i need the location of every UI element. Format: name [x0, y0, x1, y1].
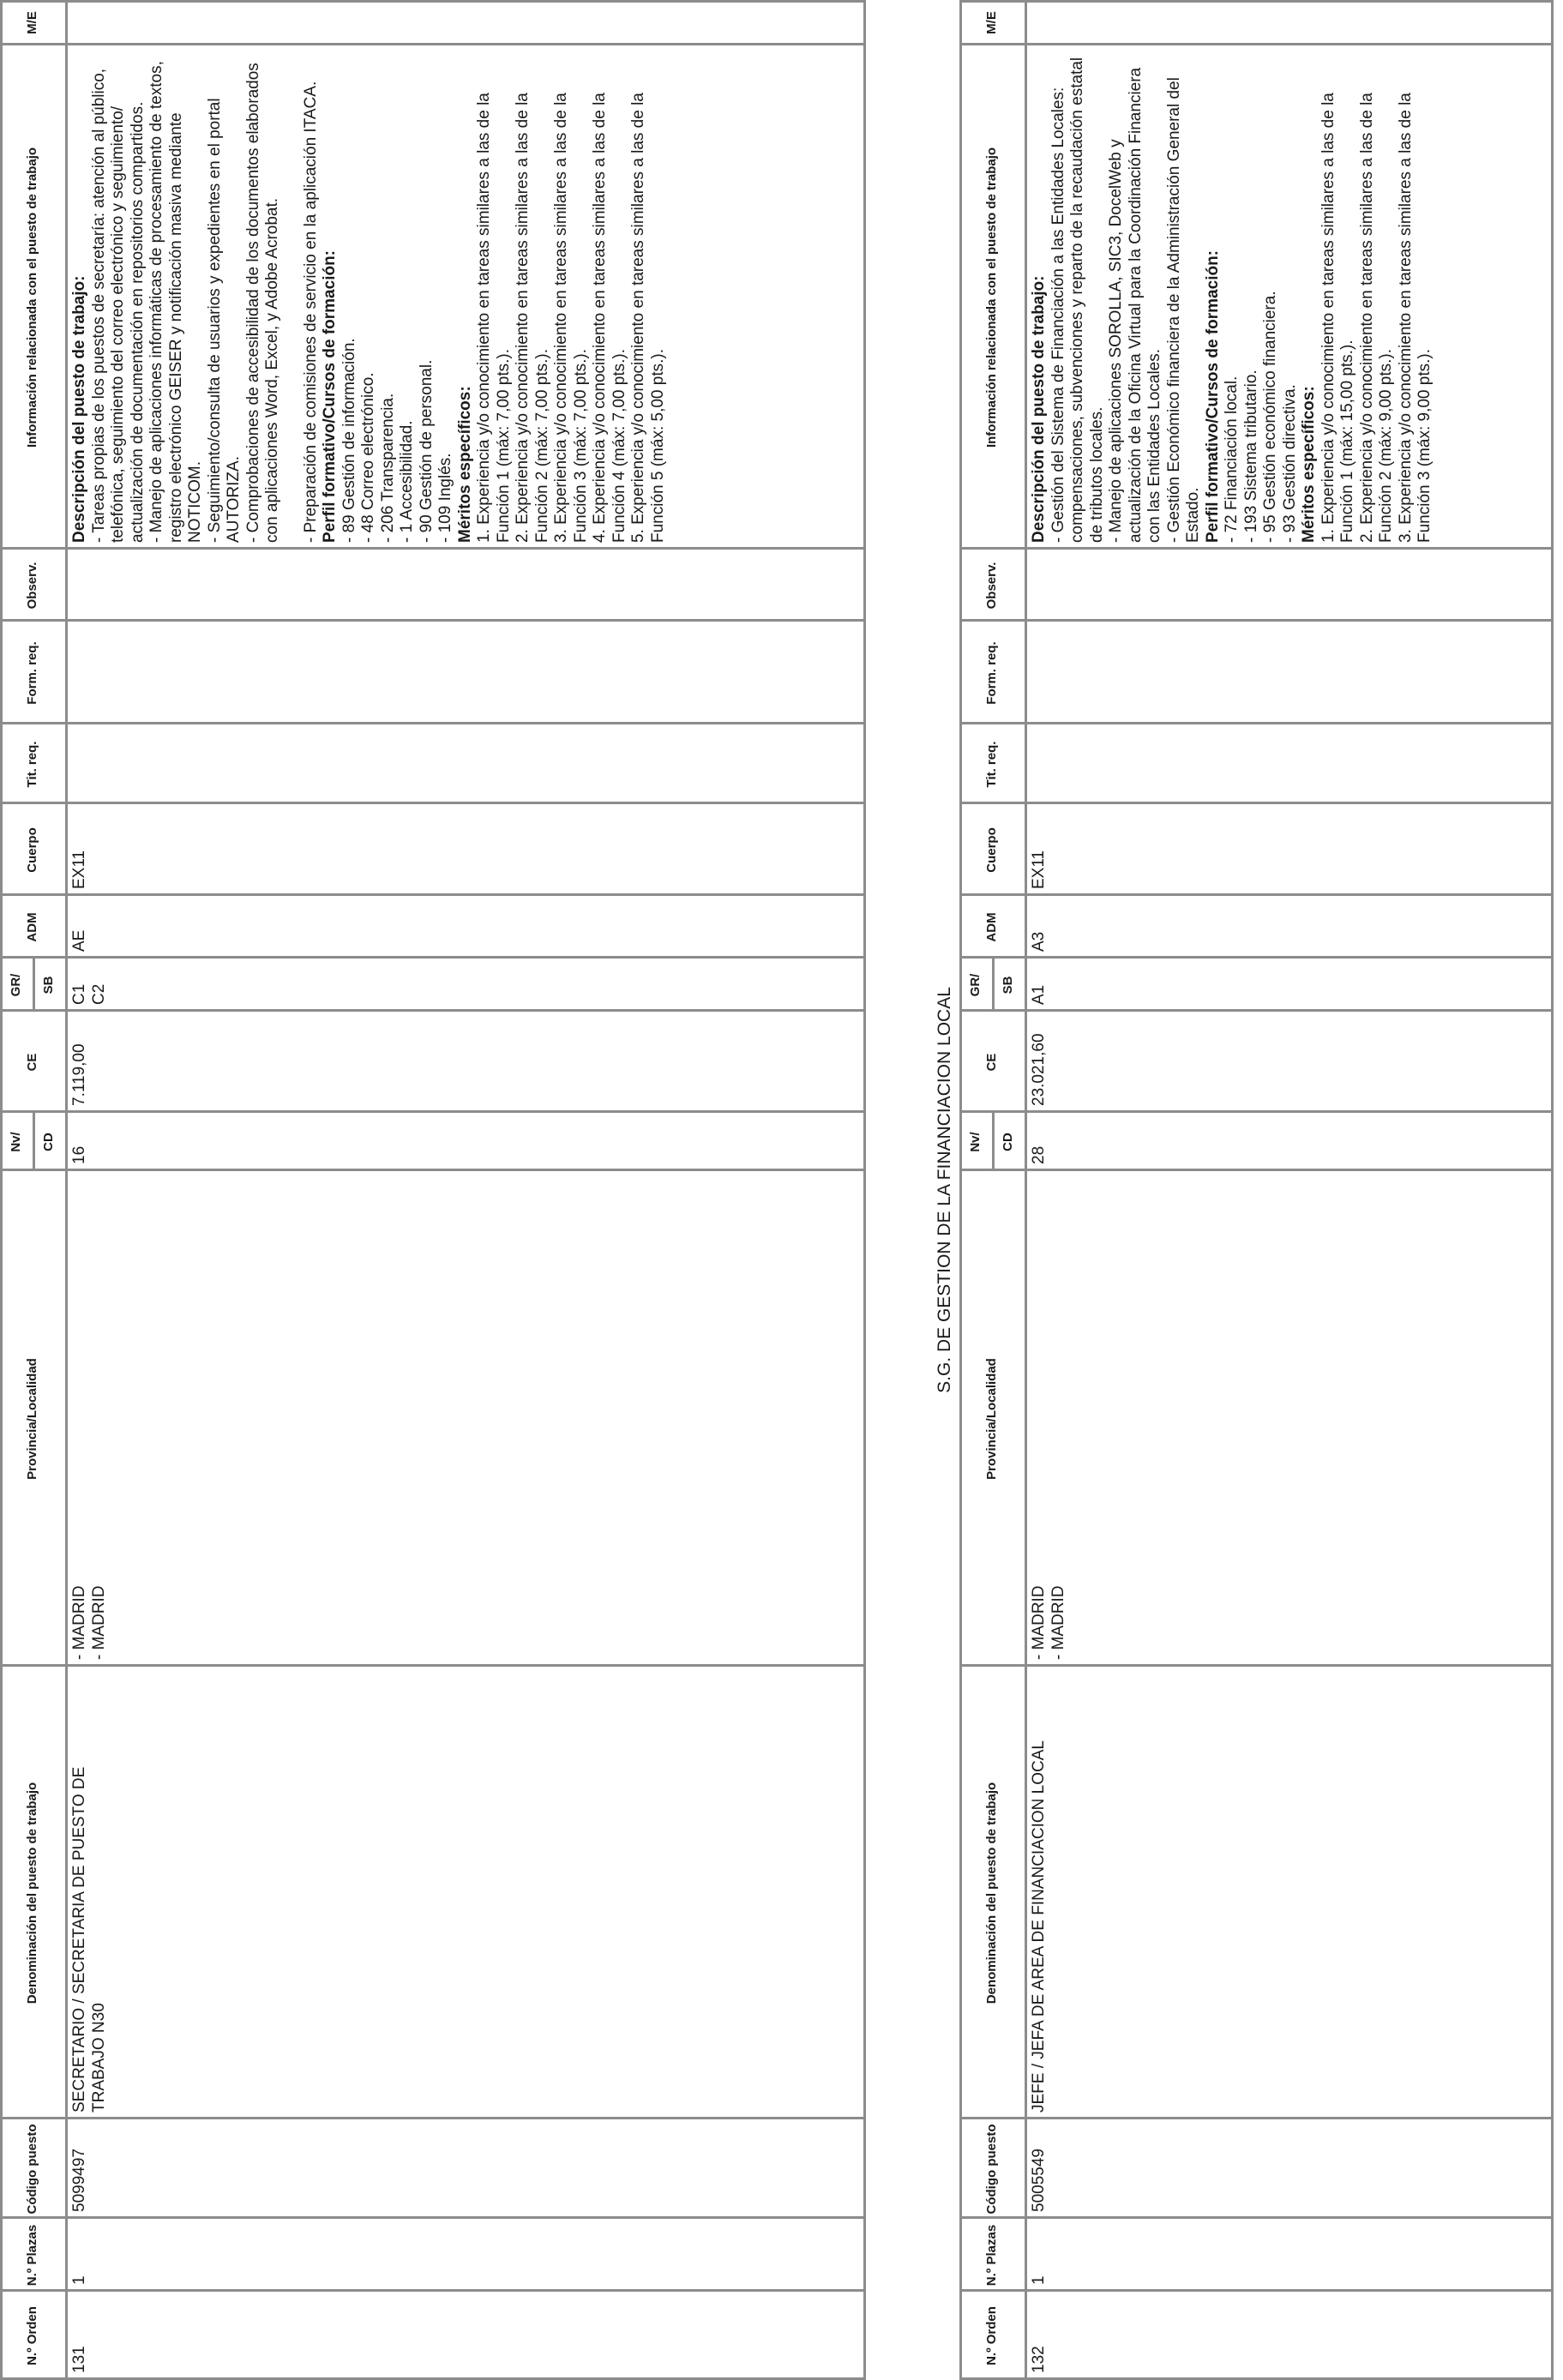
- header-form: Form. req.: [25, 641, 39, 705]
- desc-item: - Gestión del Sistema de Financiación a las Entidades Locales: compensaciones, subvenciones y reparto de la recaudación estatal de tributos locales.: [1049, 57, 1106, 543]
- header-observ: Observ.: [25, 562, 39, 610]
- divider: [0, 1110, 866, 1113]
- header-orden: N.º Orden: [984, 2306, 999, 2365]
- header-tit: Tit. req.: [984, 741, 999, 788]
- merito-item: 3. Experiencia y/o conocimiento en tareas similares a las de la Función 3 (máx: 7,00 pts.).: [552, 93, 590, 543]
- header-cuerpo: Cuerpo: [984, 827, 999, 873]
- merito-item: 2. Experiencia y/o conocimiento en tareas similares a las de la Función 2 (máx: 9,00 pts.).: [1357, 93, 1395, 543]
- header-info: Información relacionada con el puesto de trabajo: [984, 147, 999, 448]
- cell-gr: [67, 959, 112, 1012]
- meritos-title: Méritos específicos:: [455, 386, 474, 543]
- desc-item: - Seguimiento/consulta de usuarios y expedientes en el portal AUTORIZA.: [205, 98, 243, 543]
- cell-me: [1026, 0, 1033, 45]
- cell-provincia: [67, 1171, 112, 1667]
- cell-provincia: [1026, 1171, 1072, 1667]
- cell-info: [67, 45, 668, 550]
- divider: [0, 619, 866, 622]
- cell-ce: 7.119,00: [70, 1043, 88, 1106]
- header-denominacion: Denominación del puesto de trabajo: [25, 1782, 39, 2004]
- header-gr: GR/: [968, 973, 983, 997]
- header-ce: CE: [984, 1053, 999, 1072]
- merito-item: 4. Experiencia y/o conocimiento en tareas similares a las de la Función 4 (máx: 7,00 pts.).: [591, 93, 628, 543]
- perfil-item: - 93 Gestión directiva.: [1280, 384, 1299, 543]
- desc-item: - Preparación de comisiones de servicio en la aplicación ITACA.: [301, 81, 320, 543]
- perfil-item: - 109 Inglés.: [436, 453, 454, 543]
- desc-title: Descripción del puesto de trabajo:: [1030, 275, 1048, 543]
- header-adm: ADM: [984, 912, 999, 942]
- cell-form: [1026, 622, 1033, 724]
- divider: [0, 1009, 866, 1012]
- divider: [0, 1169, 866, 1171]
- perfil-item: - 95 Gestión económico financiera.: [1261, 291, 1279, 543]
- merito-item: 1. Experiencia y/o conocimiento en tareas similares a las de la Función 1 (máx: 7,00 pts.).: [475, 93, 513, 543]
- cell-observ: [1026, 550, 1033, 622]
- cell-me: [67, 0, 74, 45]
- divider: [959, 619, 1554, 622]
- header-codigo: Código puesto: [984, 2124, 999, 2215]
- cell-nv: 28: [1030, 1145, 1048, 1164]
- header-sb: SB: [41, 976, 56, 995]
- header-adm: ADM: [25, 912, 39, 942]
- desc-item: - Comprobaciones de accesibilidad de los documentos elaborados con aplicaciones Word, Excel, y Adobe Acrobat.: [243, 63, 281, 543]
- cell-observ: [67, 550, 74, 622]
- header-ce: CE: [25, 1053, 39, 1072]
- header-sb: SB: [1001, 976, 1015, 995]
- cell-orden: 132: [1030, 2346, 1048, 2373]
- cell-orden: 131: [70, 2346, 88, 2373]
- perfil-title: Perfil formativo/Cursos de formación:: [1203, 249, 1222, 543]
- cell-denominacion: SECRETARIO / SECRETARIA DE PUESTO DE TRABAJO N30: [70, 1766, 108, 2113]
- divider: [0, 802, 866, 804]
- header-form: Form. req.: [984, 641, 999, 705]
- header-info: Información relacionada con el puesto de trabajo: [25, 147, 39, 448]
- header-me: M/E: [984, 11, 999, 34]
- header-codigo: Código puesto: [25, 2124, 39, 2215]
- header-observ: Observ.: [984, 562, 999, 610]
- header-nv: Nv/: [9, 1132, 23, 1152]
- desc-item: - Gestión Económico financiera de la Administración General del Estado.: [1164, 77, 1202, 543]
- cell-gr: [1026, 959, 1053, 1012]
- job-table-block: [930, 0, 1554, 2380]
- header-plazas: N.º Plazas: [984, 2224, 999, 2287]
- header-gr: GR/: [9, 973, 23, 997]
- perfil-item: - 206 Transparencia.: [378, 393, 397, 543]
- header-orden: N.º Orden: [25, 2306, 39, 2365]
- cell-adm: A3: [1030, 931, 1048, 952]
- divider: [959, 722, 1554, 724]
- merito-item: 5. Experiencia y/o conocimiento en tareas similares a las de la Función 5 (máx: 5,00 pts.).: [629, 93, 667, 543]
- divider: [0, 2117, 866, 2119]
- desc-title: Descripción del puesto de trabajo:: [70, 275, 88, 543]
- header-provincia: Provincia/Localidad: [984, 1358, 999, 1480]
- perfil-item: - 72 Financiación local.: [1223, 376, 1241, 543]
- cell-cuerpo: EX11: [1030, 850, 1048, 889]
- section-title: S.G. DE GESTION DE LA FINANCIACION LOCAL: [935, 987, 954, 1393]
- provincia-line: - MADRID: [70, 1585, 88, 1660]
- provincia-line: - MADRID: [1030, 1585, 1048, 1660]
- cell-tit: [67, 724, 74, 804]
- desc-item: - Tareas propias de los puestos de secretaría: atención al público, telefónica, seguimiento del correo electrónico y seguimiento/ actualización de documentación en repositorios compartidos.: [89, 68, 147, 543]
- cell-info: [1026, 45, 1435, 550]
- cell-plazas: 1: [70, 2275, 88, 2285]
- gr-line: C1: [70, 983, 88, 1005]
- job-table: [959, 0, 1554, 2380]
- cell-cuerpo: EX11: [70, 850, 88, 889]
- cell-adm: AE: [70, 929, 88, 952]
- header-me: M/E: [25, 11, 39, 34]
- cell-ce: 23.021,60: [1030, 1033, 1048, 1106]
- merito-item: 2. Experiencia y/o conocimiento en tareas similares a las de la Función 2 (máx: 7,00 pts.).: [514, 93, 551, 543]
- header-provincia: Provincia/Localidad: [25, 1358, 39, 1480]
- provincia-line: - MADRID: [89, 1585, 108, 1660]
- header-nv: Nv/: [968, 1132, 983, 1152]
- cell-nv: 16: [70, 1145, 88, 1164]
- provincia-line: - MADRID: [1049, 1585, 1067, 1660]
- perfil-item: - 48 Correo electrónico.: [359, 372, 377, 543]
- header-cd: CD: [41, 1133, 56, 1151]
- gr-line: A1: [1030, 984, 1048, 1005]
- header-cd: CD: [1001, 1133, 1015, 1151]
- desc-item: - Manejo de aplicaciones SOROLLA, SIC3, DocelWeb y actualización de la Oficina Virtual para la Coordinación Financiera con las Entidades Locales.: [1107, 67, 1163, 543]
- header-denominacion: Denominación del puesto de trabajo: [984, 1782, 999, 2004]
- cell-plazas: 1: [1030, 2275, 1048, 2285]
- divider: [0, 2216, 866, 2219]
- divider: [0, 722, 866, 724]
- cell-denominacion: JEFE / JEFA DE AREA DE FINANCIACION LOCAL: [1030, 1740, 1048, 2113]
- divider: [0, 1664, 866, 1667]
- header-tit: Tit. req.: [25, 741, 39, 788]
- gr-line: C2: [89, 983, 108, 1005]
- perfil-title: Perfil formativo/Cursos de formación:: [321, 249, 339, 543]
- cell-codigo: 5005549: [1030, 2149, 1048, 2212]
- perfil-item: - 1 Accesibilidad.: [398, 420, 416, 543]
- header-cuerpo: Cuerpo: [25, 827, 39, 873]
- merito-item: 3. Experiencia y/o conocimiento en tareas similares a las de la Función 3 (máx: 9,00 pts.).: [1396, 93, 1434, 543]
- divider: [0, 2289, 866, 2292]
- perfil-item: - 90 Gestión de personal.: [417, 359, 436, 543]
- divider: [0, 956, 866, 959]
- perfil-item: - 89 Gestión de información.: [340, 338, 358, 543]
- perfil-item: - 193 Sistema tributario.: [1241, 370, 1260, 543]
- cell-form: [67, 622, 74, 724]
- meritos-title: Méritos específicos:: [1300, 386, 1318, 543]
- cell-tit: [1026, 724, 1033, 804]
- header-plazas: N.º Plazas: [25, 2224, 39, 2287]
- cell-codigo: 5099497: [70, 2149, 88, 2212]
- spacer: [283, 52, 302, 543]
- divider: [0, 893, 866, 896]
- merito-item: 1. Experiencia y/o conocimiento en tareas similares a las de la Función 1 (máx: 15,00 pts.).: [1319, 93, 1356, 543]
- desc-item: - Manejo de aplicaciones informáticas de procesamiento de textos, registro electrónico GEISER y notificación masiva mediante NOTICOM.: [147, 61, 204, 543]
